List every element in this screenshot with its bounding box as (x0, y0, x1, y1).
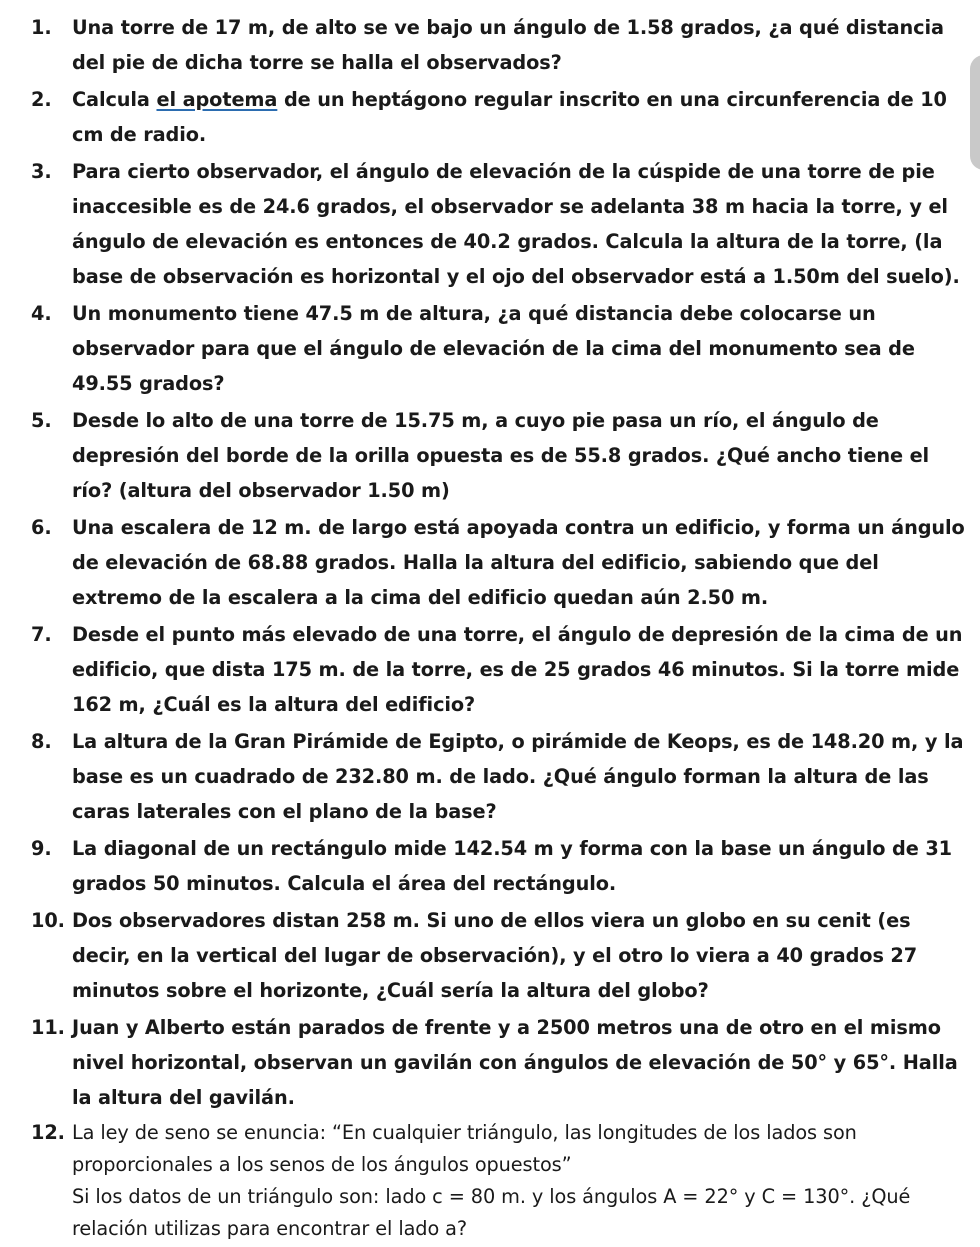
problem-text-line (72, 82, 972, 117)
problem-text-line: La diagonal de un rectángulo mide 142.54 m y forma con la base un ángulo de 31 (72, 837, 952, 860)
problem-text-line: La altura de la Gran Pirámide de Egipto, o pirámide de Keops, es de 148.20 m, y la (72, 730, 964, 753)
problem-6 (0, 510, 980, 615)
problem-text-line: la altura del gavilán. (72, 1086, 295, 1109)
problem-text-line: del pie de dicha torre se halla el observados? (72, 51, 562, 74)
problem-text-line: La ley de seno se enuncia: “En cualquier triángulo, las longitudes de los lados son (72, 1121, 857, 1144)
problem-number: 11. (31, 1016, 65, 1039)
problem-text-line: inaccesible es de 24.6 grados, el observador se adelanta 38 m hacia la torre, y el (72, 195, 948, 218)
problem-10 (0, 903, 980, 1008)
problem-text-line: cm de radio. (72, 123, 207, 146)
problem-4 (0, 296, 980, 401)
problem-text-line: Desde lo alto de una torre de 15.75 m, a cuyo pie pasa un río, el ángulo de (72, 409, 879, 432)
problem-text-line: relación utilizas para encontrar el lado a? (72, 1217, 468, 1240)
problem-3 (0, 154, 980, 294)
problem-number: 10. (31, 909, 65, 932)
problem-1 (0, 10, 980, 80)
problem-text-segment: Calcula (72, 88, 157, 111)
problem-9 (0, 831, 980, 901)
problem-number: 3. (31, 160, 52, 183)
problem-text-line: decir, en la vertical del lugar de observación), y el otro lo viera a 40 grados 27 (72, 944, 918, 967)
problem-text-segment: de un heptágono regular inscrito en una circunferencia de 10 (277, 88, 947, 111)
problem-text-line: edificio, que dista 175 m. de la torre, es de 25 grados 46 minutos. Si la torre mide (72, 658, 960, 681)
problem-text-line: Juan y Alberto están parados de frente y a 2500 metros una de otro en el mismo (72, 1016, 941, 1039)
problem-5 (0, 403, 980, 508)
problem-2 (0, 82, 980, 152)
problem-text-line: Una escalera de 12 m. de largo está apoyada contra un edificio, y forma un ángulo (72, 516, 965, 539)
problem-11 (0, 1010, 980, 1115)
problem-number: 4. (31, 302, 52, 325)
problem-text-line: Desde el punto más elevado de una torre, el ángulo de depresión de la cima de un (72, 623, 963, 646)
problem-text-line: ángulo de elevación es entonces de 40.2 grados. Calcula la altura de la torre, (la (72, 230, 943, 253)
problem-number: 7. (31, 623, 52, 646)
problem-text-line: Si los datos de un triángulo son: lado c = 80 m. y los ángulos A = 22° y C = 130°. ¿Qué (72, 1185, 911, 1208)
problem-number: 9. (31, 837, 52, 860)
problem-text-line: río? (altura del observador 1.50 m) (72, 479, 450, 502)
underlined-term: el apotema (156, 88, 278, 111)
problem-text-line: proporcionales a los senos de los ángulos opuestos” (72, 1153, 572, 1176)
problem-number: 8. (31, 730, 52, 753)
problem-text-line: Para cierto observador, el ángulo de elevación de la cúspide de una torre de pie (72, 160, 935, 183)
problem-text-line: observador para que el ángulo de elevación de la cima del monumento sea de (72, 337, 915, 360)
problem-text-line: Dos observadores distan 258 m. Si uno de ellos viera un globo en su cenit (es (72, 909, 911, 932)
problem-text-line: de elevación de 68.88 grados. Halla la altura del edificio, sabiendo que del (72, 551, 879, 574)
problem-text-line: Un monumento tiene 47.5 m de altura, ¿a qué distancia debe colocarse un (72, 302, 876, 325)
problem-text-line: 49.55 grados? (72, 372, 225, 395)
problem-text-line: grados 50 minutos. Calcula el área del rectángulo. (72, 872, 617, 895)
problem-text-line: 162 m, ¿Cuál es la altura del edificio? (72, 693, 476, 716)
problem-text-line: minutos sobre el horizonte, ¿Cuál sería la altura del globo? (72, 979, 709, 1002)
problem-number: 5. (31, 409, 52, 432)
problem-text-line: caras laterales con el plano de la base? (72, 800, 497, 823)
problem-text-line: extremo de la escalera a la cima del edificio quedan aún 2.50 m. (72, 586, 769, 609)
problem-text-line: Una torre de 17 m, de alto se ve bajo un ángulo de 1.58 grados, ¿a qué distancia (72, 16, 944, 39)
problem-text-line: base de observación es horizontal y el ojo del observador está a 1.50m del suelo). (72, 265, 960, 288)
problem-number: 12. (31, 1121, 65, 1144)
problem-number: 1. (31, 16, 52, 39)
problem-text-line: base es un cuadrado de 232.80 m. de lado. ¿Qué ángulo forman la altura de las (72, 765, 929, 788)
problem-number: 6. (31, 516, 52, 539)
problem-12 (0, 1117, 980, 1245)
problem-number: 2. (31, 88, 52, 111)
problem-7 (0, 617, 980, 722)
problem-text-line: depresión del borde de la orilla opuesta es de 55.8 grados. ¿Qué ancho tiene el (72, 444, 930, 467)
problem-text-line: nivel horizontal, observan un gavilán con ángulos de elevación de 50° y 65°. Halla (72, 1051, 958, 1074)
scroll-handle[interactable] (970, 55, 980, 170)
problem-8 (0, 724, 980, 829)
